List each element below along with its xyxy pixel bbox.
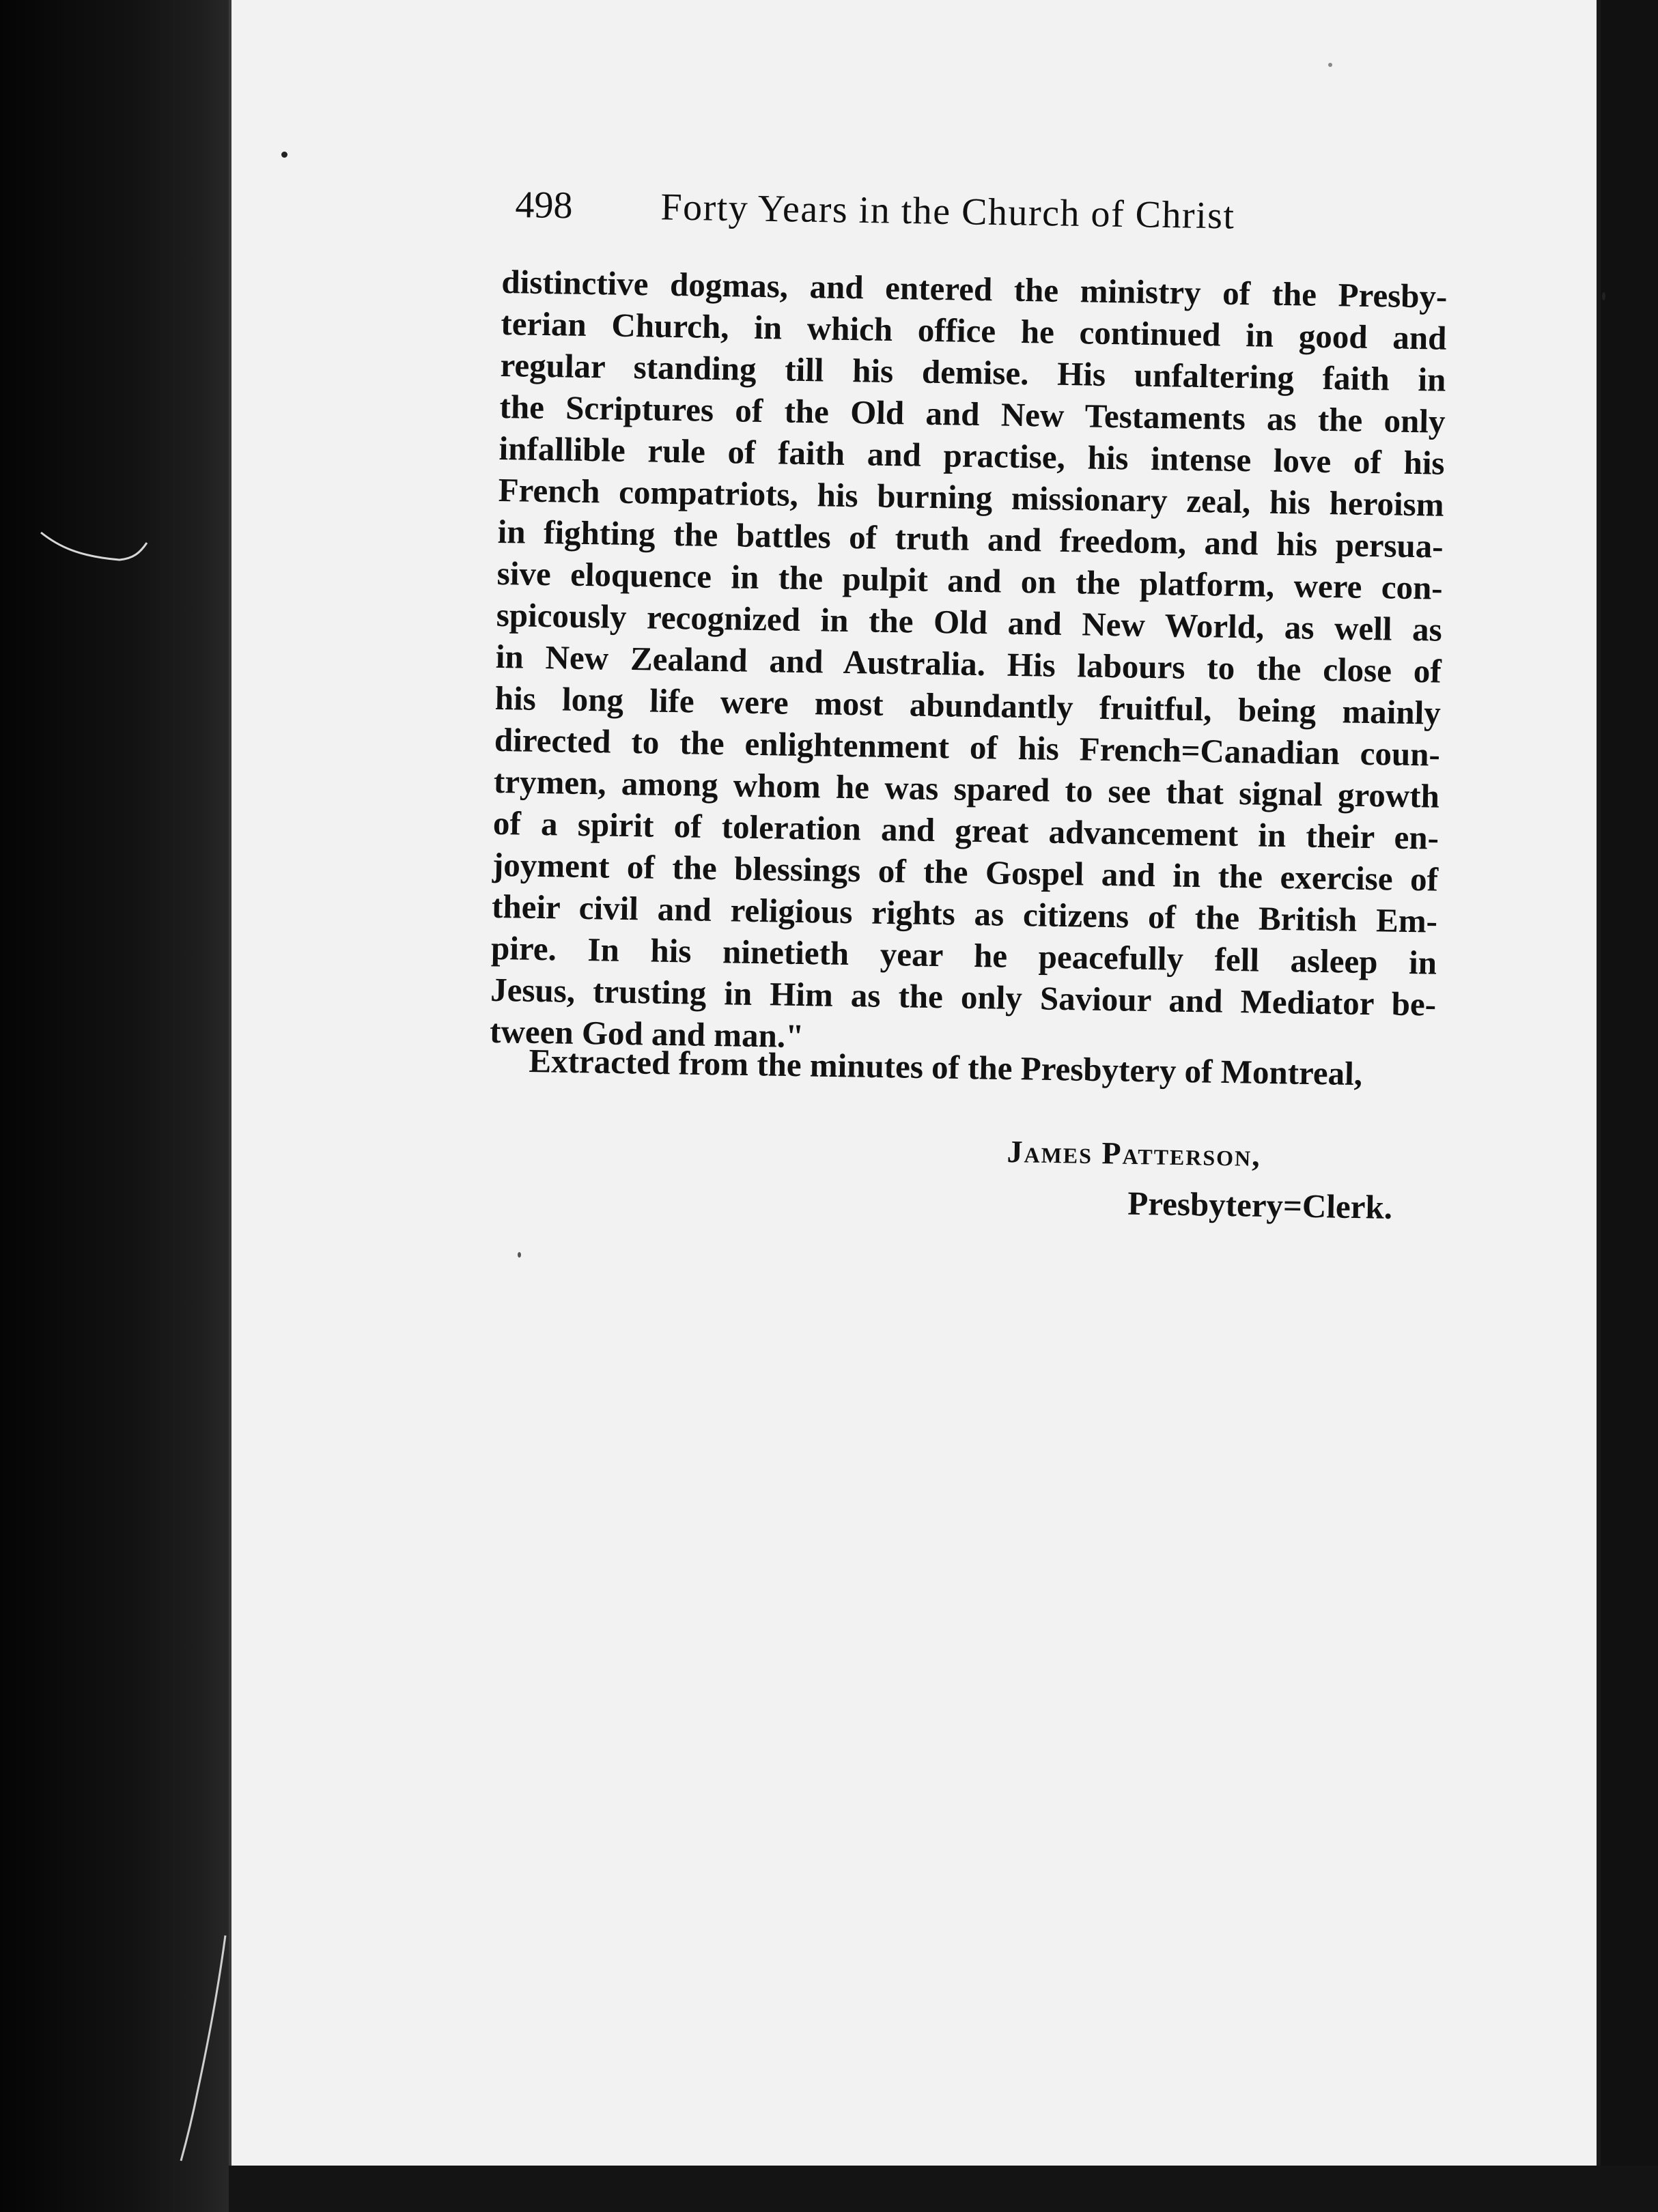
body-line: in fighting the battles of truth and freedom, and his persua- — [497, 512, 1444, 565]
body-line: joyment of the blessings of the Gospel and in the exercise of — [492, 845, 1439, 898]
signer-title: Presbytery=Clerk. — [1127, 1184, 1393, 1226]
body-text — [490, 261, 1448, 1067]
body-line: spicously recognized in the Old and New World, as well as — [496, 595, 1443, 649]
body-line: sive eloquence in the pulpit and on the platform, were con- — [496, 554, 1444, 607]
page-tear-mark — [178, 1932, 239, 2164]
body-line: terian Church, in which office he continued in good and — [501, 304, 1447, 357]
page-bottom-edge — [229, 2166, 1658, 2212]
body-line: trymen, among whom he was spared to see that signal growth — [493, 762, 1440, 815]
facing-page-edge — [1601, 0, 1658, 2212]
body-line: the Scriptures of the Old and New Testaments as the only — [499, 387, 1446, 440]
body-line: infallible rule of faith and practise, his intense love of his — [498, 429, 1445, 482]
body-line: their civil and religious rights as citizens of the British Em- — [491, 887, 1438, 940]
body-line: regular standing till his demise. His unfaltering faith in — [500, 345, 1446, 399]
page-fold-mark — [38, 526, 154, 573]
extract-note: Extracted from the minutes of the Presbytery of Montreal, — [529, 1041, 1363, 1093]
scan-speck — [281, 152, 287, 158]
body-line: in New Zealand and Australia. His labours to the close of — [495, 637, 1442, 690]
body-line: of a spirit of toleration and great advancement in their en- — [492, 804, 1439, 857]
scan-speck — [1602, 292, 1605, 300]
body-line: directed to the enlightenment of his French=Canadian coun- — [494, 720, 1441, 774]
signature-block — [1006, 1133, 1431, 1228]
signer-name: James Patterson, — [1007, 1133, 1262, 1173]
body-line: tween God and man." — [489, 1012, 804, 1055]
body-line: Jesus, trusting in Him as the only Saviour and Mediator be- — [490, 970, 1437, 1023]
body-line: his long life were most abundantly fruitful, being mainly — [494, 679, 1442, 732]
scan-speck — [518, 1252, 521, 1258]
body-line: distinctive dogmas, and entered the ministry of the Presby- — [501, 262, 1448, 315]
book-spine-shadow — [0, 0, 236, 2212]
body-line: pire. In his ninetieth year he peacefully fell asleep in — [490, 928, 1437, 982]
scan-speck — [1328, 63, 1332, 67]
body-line: French compatriots, his burning missionary zeal, his heroism — [498, 470, 1444, 524]
page-number: 498 — [515, 183, 573, 227]
running-title: Forty Years in the Church of Christ — [660, 186, 1236, 238]
